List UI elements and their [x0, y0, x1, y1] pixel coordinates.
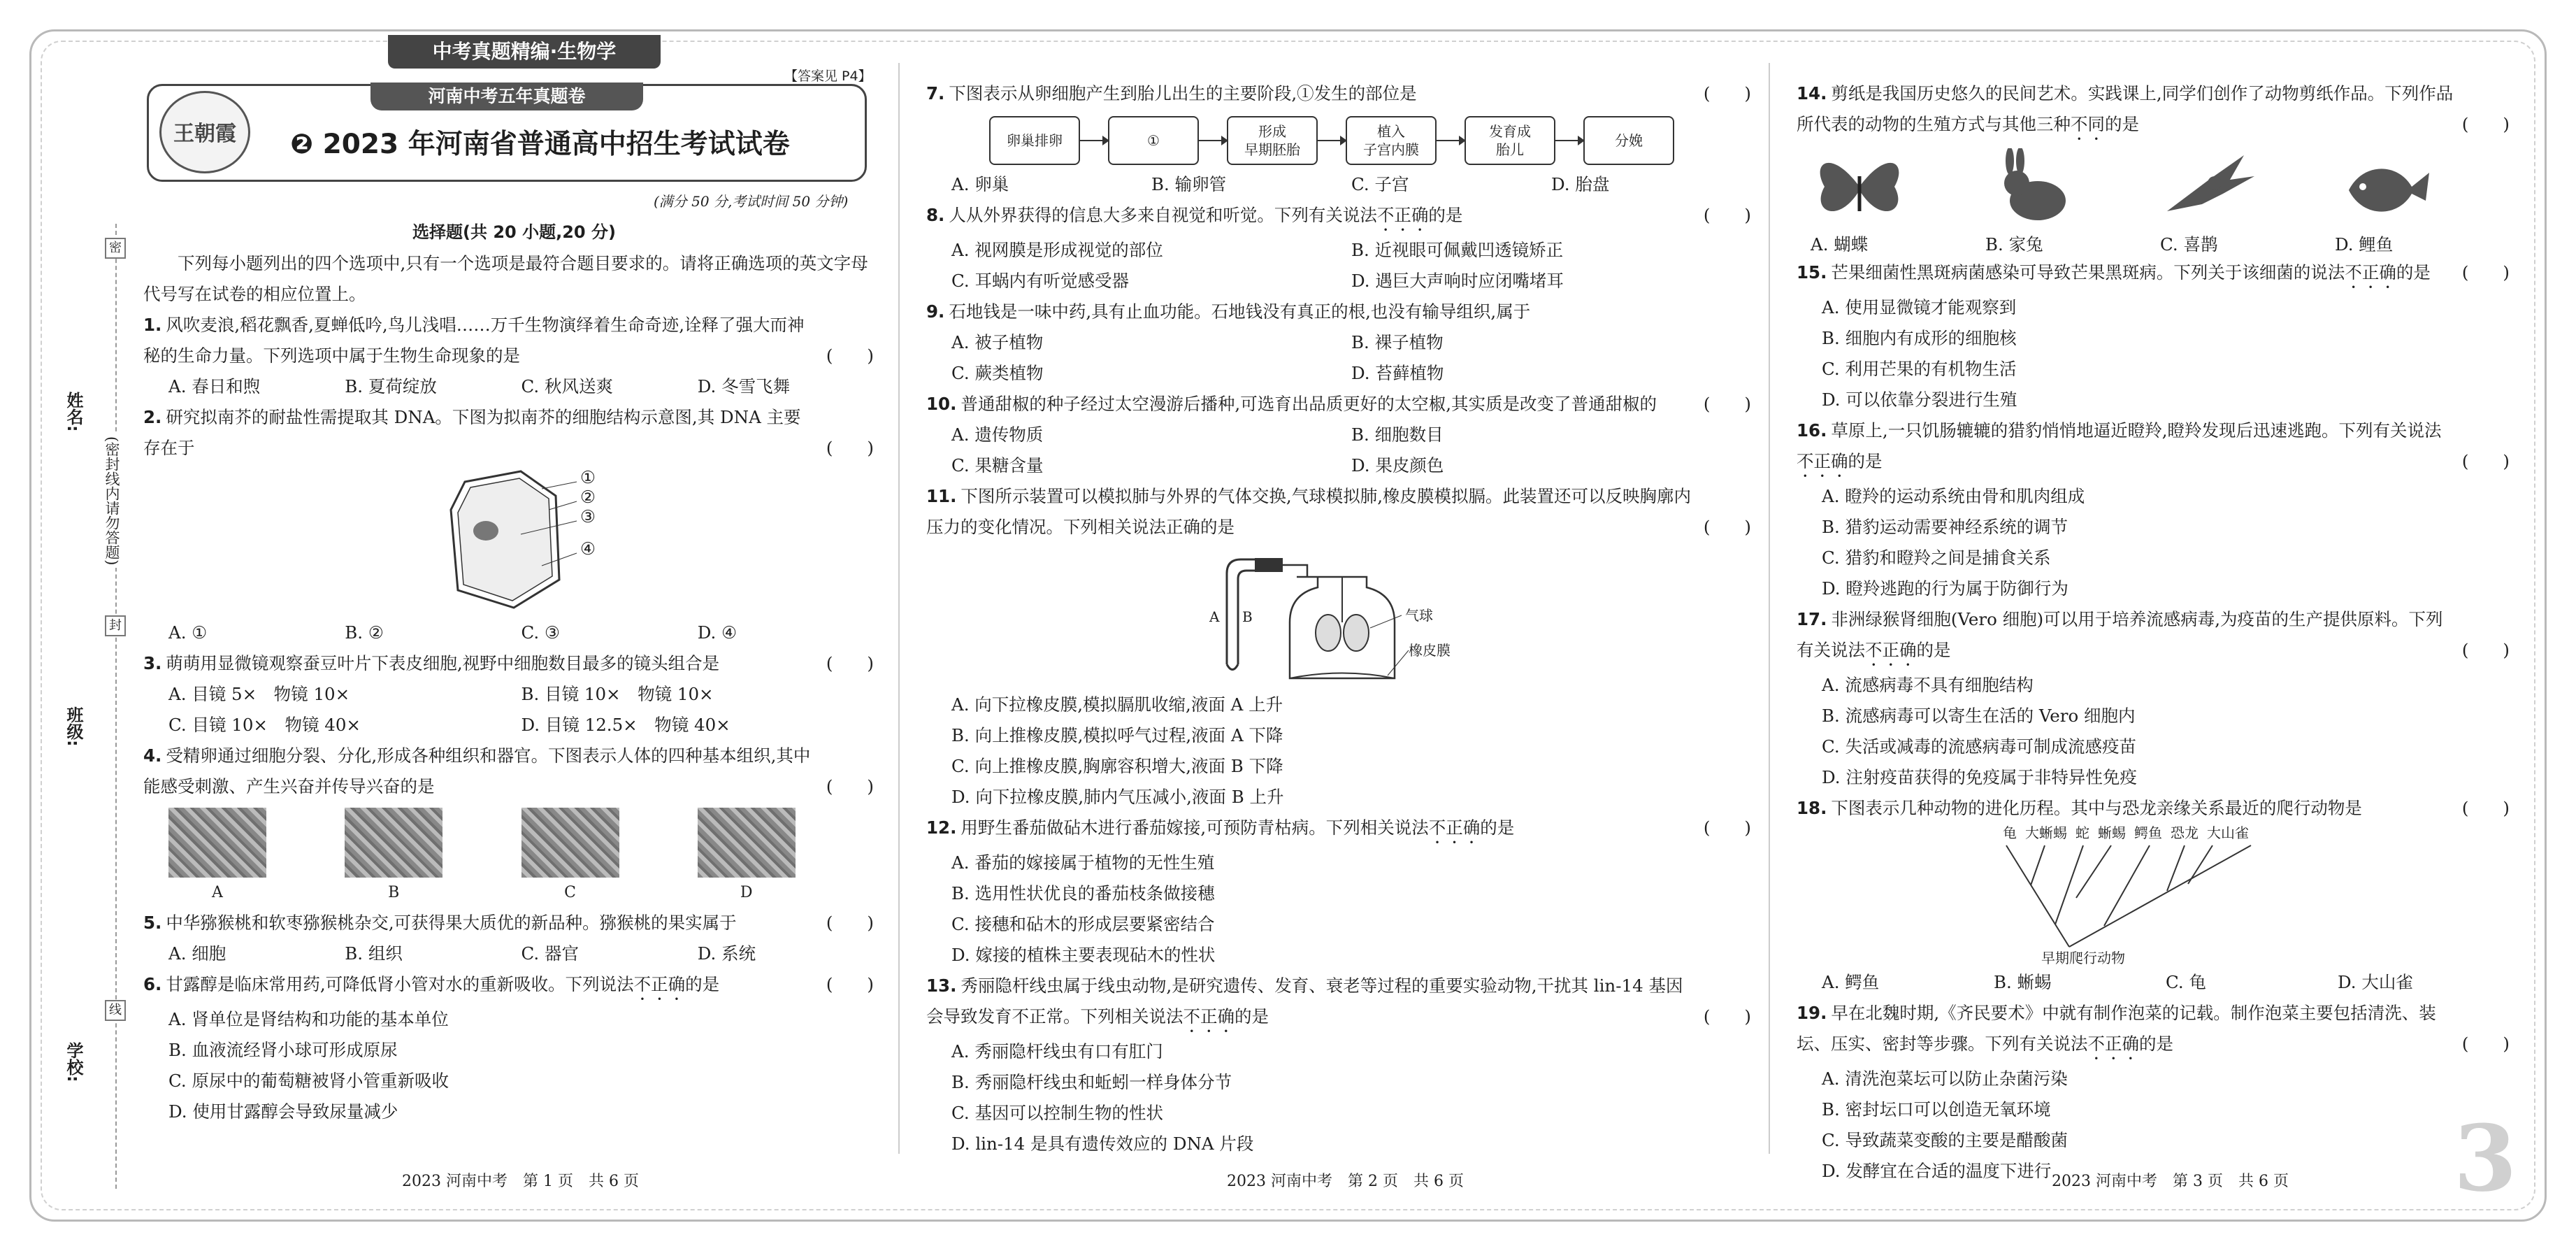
question-6	[143, 969, 874, 1127]
column-divider	[898, 63, 900, 1154]
option-a[interactable]: A. 视网膜是形成视觉的部位	[951, 240, 1163, 260]
title-badge: 河南中考五年真题卷	[370, 83, 643, 110]
option-b[interactable]: B. 家兔	[1985, 234, 2043, 255]
emphasis-text: 不正确	[1183, 1006, 1235, 1027]
options	[1797, 481, 2510, 604]
seal-note: (密封线内请勿答题)	[101, 434, 122, 568]
question-number: 8.	[926, 205, 945, 225]
option-c[interactable]: C. 耳蜗内有听觉感受器	[951, 271, 1129, 291]
option-b[interactable]: B. 选用性状优良的番茄枝条做接穗	[951, 883, 1215, 903]
option-c[interactable]: C. 基因可以控制生物的性状	[951, 1103, 1163, 1123]
answer-blank[interactable]: ( )	[826, 653, 874, 673]
options	[1797, 1064, 2510, 1187]
liquid-label-a: A	[1209, 608, 1220, 625]
question-text: 萌萌用显微镜观察蚕豆叶片下表皮细胞,视野中细胞数目最多的镜头组合是	[166, 653, 720, 673]
flow-diagram	[926, 116, 1751, 165]
question-text: 石地钱是一味中药,具有止血功能。石地钱没有真正的根,也没有输导组织,属于	[949, 301, 1531, 322]
column-1	[143, 248, 874, 1127]
logo-text: 王朝霞	[173, 122, 236, 146]
question-text: 用野生番茄做砧木进行番茄嫁接,可预防青枯病。下列相关说法	[960, 817, 1429, 838]
question-12	[926, 813, 1751, 971]
tissue-photo	[168, 808, 266, 878]
flow-step: 发育成 胎儿	[1465, 116, 1555, 165]
page-footer: 2023 河南中考 第 1 页 共 6 页	[402, 1173, 639, 1190]
option-b[interactable]: B. 目镜 10× 物镜 10×	[521, 684, 714, 704]
tree-label: 蜥蜴	[2098, 824, 2126, 841]
label-1: ①	[580, 467, 596, 487]
question-5	[143, 908, 874, 969]
tree-label: 大蜥蜴	[2025, 824, 2067, 841]
label-4: ④	[580, 538, 596, 559]
question-text: 早在北魏时期,《齐民要术》中就有制作泡菜的记载。制作泡菜主要包括清洗、装坛、压实、密封等步骤。下列有关说法	[1797, 1003, 2436, 1054]
seal-char: 线	[105, 1000, 126, 1021]
answer-blank[interactable]: ( )	[2461, 114, 2510, 134]
question-number: 13.	[926, 975, 957, 996]
option-c[interactable]: C. 利用芒果的有机物生活	[1822, 359, 2017, 379]
option-c[interactable]: C. ③	[521, 622, 560, 643]
flow-arrow	[1318, 140, 1346, 141]
question-number: 9.	[926, 301, 945, 322]
question-number: 17.	[1797, 609, 1827, 629]
answer-blank[interactable]: ( )	[1703, 817, 1751, 838]
question-7	[926, 78, 1751, 200]
page-footer: 2023 河南中考 第 3 页 共 6 页	[2052, 1173, 2289, 1190]
option-d[interactable]: D. 发酵宜在合适的温度下进行	[1822, 1161, 2052, 1181]
flow-arrow	[1437, 140, 1465, 141]
emphasis-text: 不正确	[1428, 817, 1481, 838]
option-d[interactable]: D. ④	[697, 622, 737, 643]
option-a[interactable]: A. 使用显微镜才能观察到	[1822, 297, 2017, 317]
question-text: 甘露醇是临床常用药,可降低肾小管对水的重新吸收。下列说法	[166, 974, 634, 994]
options	[926, 169, 1751, 200]
flow-step: ①	[1108, 116, 1199, 165]
score-time-line: (满分 50 分,考试时间 50 分钟)	[654, 193, 849, 210]
option-a[interactable]: A. 秀丽隐杆线虫有口有肛门	[951, 1041, 1163, 1061]
option-b[interactable]: B. 蜥蜴	[1994, 972, 2052, 992]
question-10	[926, 389, 1751, 481]
question-text-end: 的是	[1916, 640, 1951, 660]
answer-blank[interactable]: ( )	[1703, 1006, 1751, 1027]
options	[926, 1036, 1751, 1159]
option-c[interactable]: C. 原尿中的葡萄糖被肾小管重新吸收	[168, 1071, 449, 1091]
tree-label: 蛇	[2075, 824, 2089, 841]
option-a[interactable]: A. 肾单位是肾结构和功能的基本单位	[168, 1009, 449, 1029]
question-15	[1797, 257, 2510, 415]
photo-label: B	[388, 884, 400, 901]
question-text-end: 的是	[2396, 262, 2431, 283]
question-text: 下图表示几种动物的进化历程。其中与恐龙亲缘关系最近的爬行动物是	[1831, 798, 2362, 818]
emphasis-text: 不同	[2071, 114, 2105, 134]
seal-line	[115, 224, 117, 1189]
option-a[interactable]: A. 被子植物	[951, 332, 1044, 352]
question-number: 15.	[1797, 262, 1827, 283]
cell-diagram	[143, 464, 874, 617]
option-b[interactable]: B. 密封坛口可以创造无氧环境	[1822, 1099, 2051, 1120]
option-c[interactable]: C. 秋风送爽	[521, 376, 613, 396]
tree-branches	[1999, 842, 2279, 954]
options	[926, 420, 1751, 481]
tissue-figures	[143, 808, 874, 903]
option-d[interactable]: D. 可以依靠分裂进行生殖	[1822, 389, 2017, 410]
answer-blank[interactable]: ( )	[826, 913, 874, 933]
flow-arrow	[1080, 140, 1108, 141]
question-text: 人从外界获得的信息大多来自视觉和听觉。下列有关说法	[949, 205, 1377, 225]
option-d[interactable]: D. lin-14 是具有遗传效应的 DNA 片段	[951, 1134, 1254, 1154]
options	[143, 938, 874, 969]
flow-step: 植入 子宫内膜	[1346, 116, 1437, 165]
option-a[interactable]: A. 向下拉橡皮膜,模拟膈肌收缩,液面 A 上升	[951, 694, 1283, 715]
flow-step: 分娩	[1583, 116, 1674, 165]
publisher-logo	[159, 91, 250, 173]
flow-arrow	[1555, 140, 1583, 141]
question-text-end: 的是	[2139, 1034, 2173, 1054]
flow-step: 形成 早期胚胎	[1227, 116, 1318, 165]
option-a[interactable]: A. 目镜 5× 物镜 10×	[168, 684, 350, 704]
tree-root-label: 早期爬行动物	[2041, 950, 2125, 966]
question-number: 14.	[1797, 83, 1827, 103]
option-c[interactable]: C. 向上推橡皮膜,胸廓容积增大,液面 B 下降	[951, 756, 1283, 776]
answer-blank[interactable]: ( )	[2461, 640, 2510, 660]
option-c[interactable]: C. 接穗和砧木的形成层要紧密结合	[951, 914, 1215, 934]
option-a[interactable]: A. 番茄的嫁接属于植物的无性生殖	[951, 852, 1215, 873]
question-text: 剪纸是我国历史悠久的民间艺术。实践课上,同学们创作了动物剪纸作品。下列作品所代表的动物的生殖方式与其他三种	[1797, 83, 2454, 134]
option-b[interactable]: B. 近视眼可佩戴凹透镜矫正	[1351, 240, 1564, 260]
question-17	[1797, 604, 2510, 793]
option-d[interactable]: D. 遇巨大声响时应闭嘴堵耳	[1351, 271, 1564, 291]
option-b[interactable]: B. 秀丽隐杆线虫和蚯蚓一样身体分节	[951, 1072, 1232, 1092]
options	[143, 371, 874, 402]
page-number-watermark: 3	[2454, 1105, 2517, 1212]
emphasis-text: 不正确	[2087, 1034, 2139, 1054]
option-a[interactable]: A. 春日和煦	[168, 376, 261, 396]
options	[926, 235, 1751, 296]
option-b[interactable]: B. 细胞数目	[1351, 424, 1444, 445]
seal-char: 密	[105, 238, 126, 259]
question-number: 4.	[143, 745, 162, 766]
tree-label: 恐龙	[2171, 824, 2199, 841]
options	[926, 848, 1751, 971]
emphasis-text: 不正确	[1797, 451, 1848, 471]
answer-blank[interactable]: ( )	[1703, 83, 1751, 103]
option-c[interactable]: C. 器官	[521, 943, 579, 964]
question-text: 普通甜椒的种子经过太空漫游后播种,可选育出品质更好的太空椒,其实质是改变了普通甜椒的	[960, 394, 1657, 414]
question-number: 19.	[1797, 1003, 1827, 1023]
option-b[interactable]: B. ②	[345, 622, 384, 643]
instructions: 下列每小题列出的四个选项中,只有一个选项是最符合题目要求的。请将正确选项的英文字母代号写在试卷的相应位置上。	[143, 253, 868, 304]
question-text: 下图表示从卵细胞产生到胎儿出生的主要阶段,①发生的部位是	[949, 83, 1417, 103]
answer-blank[interactable]: ( )	[2461, 451, 2510, 471]
option-d[interactable]: D. 果皮颜色	[1351, 455, 1444, 476]
option-a[interactable]: A. 卵巢	[951, 174, 1009, 194]
question-number: 11.	[926, 486, 957, 506]
lung-model-figure	[926, 543, 1751, 689]
option-b[interactable]: B. 夏荷绽放	[345, 376, 437, 396]
option-a[interactable]: A. 流感病毒不具有细胞结构	[1822, 675, 2034, 695]
question-text-end: 的是	[1848, 451, 1883, 471]
option-a[interactable]: A. 蝴蝶	[1811, 234, 1869, 255]
option-d[interactable]: D. 嫁接的植株主要表现砧木的性状	[951, 945, 1216, 965]
question-text: 芒果细菌性黑斑病菌感染可导致芒果黑斑病。下列关于该细菌的说法	[1831, 262, 2345, 283]
options	[926, 327, 1751, 389]
magpie-icon	[2160, 148, 2258, 225]
question-11	[926, 481, 1751, 813]
question-text-end: 的是	[685, 974, 720, 994]
option-c[interactable]: C. 果糖含量	[951, 455, 1044, 476]
name-label: 姓名:	[64, 392, 83, 432]
question-2	[143, 402, 874, 648]
options	[1797, 292, 2510, 415]
question-text-end: 的是	[2105, 114, 2139, 134]
flow-arrow	[1199, 140, 1227, 141]
tissue-photo	[345, 808, 442, 878]
question-text-end: 的是	[1428, 205, 1463, 225]
question-14	[1797, 78, 2510, 257]
question-text: 秀丽隐杆线虫属于线虫动物,是研究遗传、发育、衰老等过程的重要实验动物,干扰其 lin-14 基因会导致发育不正常。下列相关说法	[926, 975, 1683, 1027]
option-c[interactable]: C. 喜鹊	[2160, 234, 2218, 255]
question-text: 下图所示装置可以模拟肺与外界的气体交换,气球模拟肺,橡皮膜模拟膈。此装置还可以反映胸廓内压力的变化情况。下列相关说法正确的是	[926, 486, 1691, 537]
answer-blank[interactable]: ( )	[2461, 1034, 2510, 1054]
question-text: 草原上,一只饥肠辘辘的猎豹悄悄地逼近瞪羚,瞪羚发现后迅速逃跑。下列有关说法	[1831, 420, 2442, 441]
question-16	[1797, 415, 2510, 604]
question-18	[1797, 793, 2510, 998]
option-d[interactable]: D. 苔藓植物	[1351, 363, 1444, 383]
column-2	[926, 78, 1751, 1159]
question-number: 6.	[143, 974, 162, 994]
title-number: ❷	[290, 129, 314, 160]
label-3: ③	[580, 506, 596, 527]
question-text: 非洲绿猴肾细胞(Vero 细胞)可以用于培养流感病毒,为疫苗的生产提供原料。下列有关说法	[1797, 609, 2443, 660]
answer-blank[interactable]: ( )	[2461, 798, 2510, 818]
option-a[interactable]: A. 瞪羚的运动系统由骨和肌肉组成	[1822, 486, 2085, 506]
photo-label: D	[740, 884, 753, 901]
question-19	[1797, 998, 2510, 1187]
option-c[interactable]: C. 猎豹和瞪羚之间是捕食关系	[1822, 548, 2051, 568]
question-number: 5.	[143, 913, 162, 933]
rabbit-icon	[1985, 148, 2083, 225]
liquid-label-b: B	[1242, 608, 1253, 625]
column-divider	[1769, 63, 1770, 1154]
option-a[interactable]: A. ①	[168, 622, 208, 643]
option-d[interactable]: D. 鲤鱼	[2335, 234, 2394, 255]
tree-label: 龟	[2003, 824, 2017, 841]
answer-blank[interactable]: ( )	[826, 974, 874, 994]
section-heading: 选择题(共 20 小题,20 分)	[412, 222, 616, 242]
tissue-photo	[521, 808, 619, 878]
tree-label: 大山雀	[2207, 824, 2249, 841]
option-d[interactable]: D. 瞪羚逃跑的行为属于防御行为	[1822, 578, 2068, 599]
options	[1797, 967, 2510, 998]
option-c[interactable]: C. 子宫	[1351, 174, 1409, 194]
page-footer: 2023 河南中考 第 2 页 共 6 页	[1227, 1173, 1464, 1190]
class-label: 班级:	[64, 706, 83, 747]
options	[926, 689, 1751, 813]
seal-char: 封	[105, 615, 126, 636]
option-a[interactable]: A. 清洗泡菜坛可以防止杂菌污染	[1822, 1068, 2068, 1089]
option-b[interactable]: B. 裸子植物	[1351, 332, 1444, 352]
emphasis-text: 不正确	[2345, 262, 2396, 283]
option-c[interactable]: C. 蕨类植物	[951, 363, 1044, 383]
option-c[interactable]: C. 龟	[2166, 972, 2206, 992]
option-b[interactable]: B. 输卵管	[1151, 174, 1227, 194]
membrane-label: 橡皮膜	[1409, 642, 1451, 659]
question-4	[143, 741, 874, 903]
question-text: 中华猕猴桃和软枣猕猴桃杂交,可获得果大质优的新品种。猕猴桃的果实属于	[166, 913, 737, 933]
question-8	[926, 200, 1751, 296]
answer-blank[interactable]: ( )	[826, 345, 874, 366]
question-number: 10.	[926, 394, 957, 414]
school-label: 学校:	[64, 1042, 83, 1082]
option-d[interactable]: D. 胎盘	[1551, 174, 1610, 194]
flow-step: 卵巢排卵	[989, 116, 1080, 165]
answer-blank[interactable]: ( )	[826, 438, 874, 458]
question-9	[926, 296, 1751, 389]
balloon-label: 气球	[1405, 607, 1433, 624]
question-number: 7.	[926, 83, 945, 103]
answer-blank[interactable]: ( )	[1703, 205, 1751, 225]
tree-tips	[2003, 824, 2249, 842]
tissue-photo	[698, 808, 796, 878]
answer-blank[interactable]: ( )	[1703, 517, 1751, 537]
question-text: 受精卵通过细胞分裂、分化,形成各种组织和器官。下图表示人体的四种基本组织,其中能感受刺激、产生兴奋并传导兴奋的是	[143, 745, 811, 796]
options	[1797, 670, 2510, 793]
question-number: 1.	[143, 315, 162, 335]
emphasis-text: 不正确	[1865, 640, 1917, 660]
option-d[interactable]: D. 使用甘露醇会导致尿量减少	[168, 1101, 398, 1122]
options	[143, 617, 874, 648]
option-b[interactable]: B. 细胞内有成形的细胞核	[1822, 328, 2017, 348]
option-a[interactable]: A. 鳄鱼	[1822, 972, 1880, 992]
options	[143, 679, 874, 741]
question-3	[143, 648, 874, 741]
option-b[interactable]: B. 组织	[345, 943, 403, 964]
papercut-figures	[1797, 148, 2510, 257]
option-c[interactable]: C. 导致蔬菜变酸的主要是醋酸菌	[1822, 1130, 2068, 1150]
options	[143, 1004, 874, 1127]
option-a[interactable]: A. 细胞	[168, 943, 226, 964]
question-number: 18.	[1797, 798, 1827, 818]
title-text: 2023 年河南省普通高中招生考试试卷	[322, 129, 790, 160]
option-c[interactable]: C. 失活或减毒的流感病毒可制成流感疫苗	[1822, 736, 2136, 757]
series-tab: 中考真题精编·生物学	[388, 35, 661, 69]
exam-title	[290, 122, 790, 162]
answer-reference: 【答案见 P4】	[784, 69, 872, 84]
column-3	[1797, 78, 2510, 1187]
cell-labels	[580, 468, 596, 559]
option-b[interactable]: B. 血液流经肾小球可形成原尿	[168, 1040, 398, 1060]
answer-blank[interactable]: ( )	[2461, 262, 2510, 283]
question-text-end: 的是	[1235, 1006, 1269, 1027]
carp-icon	[2335, 148, 2433, 225]
option-b[interactable]: B. 猎豹运动需要神经系统的调节	[1822, 517, 2068, 537]
butterfly-icon	[1811, 148, 1908, 225]
emphasis-text: 不正确	[633, 974, 686, 994]
question-text-end: 的是	[1480, 817, 1515, 838]
answer-blank[interactable]: ( )	[826, 776, 874, 796]
question-number: 2.	[143, 407, 162, 427]
option-c[interactable]: C. 目镜 10× 物镜 40×	[168, 715, 361, 735]
question-text: 风吹麦浪,稻花飘香,夏蝉低吟,鸟儿浅唱……万千生物演绎着生命奇迹,诠释了强大而神秘的生命力量。下列选项中属于生物生命现象的是	[143, 315, 805, 366]
option-d[interactable]: D. 目镜 12.5× 物镜 40×	[521, 715, 731, 735]
question-13	[926, 971, 1751, 1159]
emphasis-text: 不正确	[1376, 205, 1429, 225]
answer-blank[interactable]: ( )	[1703, 394, 1751, 414]
option-d[interactable]: D. 注射疫苗获得的免疫属于非特异性免疫	[1822, 767, 2137, 787]
tree-label: 鳄鱼	[2134, 824, 2162, 841]
question-text: 研究拟南芥的耐盐性需提取其 DNA。下图为拟南芥的细胞结构示意图,其 DNA 主要存在于	[143, 407, 801, 458]
option-d[interactable]: D. 大山雀	[2338, 972, 2413, 992]
option-a[interactable]: A. 遗传物质	[951, 424, 1044, 445]
option-d[interactable]: D. 系统	[697, 943, 756, 964]
question-number: 3.	[143, 653, 162, 673]
photo-label: C	[564, 884, 576, 901]
option-d[interactable]: D. 冬雪飞舞	[697, 376, 791, 396]
photo-label: A	[212, 884, 223, 901]
label-2: ②	[580, 487, 596, 507]
option-b[interactable]: B. 流感病毒可以寄生在活的 Vero 细胞内	[1822, 706, 2136, 726]
question-1	[143, 310, 874, 402]
evolution-tree	[1797, 824, 2510, 967]
option-b[interactable]: B. 向上推橡皮膜,模拟呼气过程,液面 A 下降	[951, 725, 1283, 745]
option-d[interactable]: D. 向下拉橡皮膜,肺内气压减小,液面 B 上升	[951, 787, 1284, 807]
question-number: 16.	[1797, 420, 1827, 441]
question-number: 12.	[926, 817, 957, 838]
